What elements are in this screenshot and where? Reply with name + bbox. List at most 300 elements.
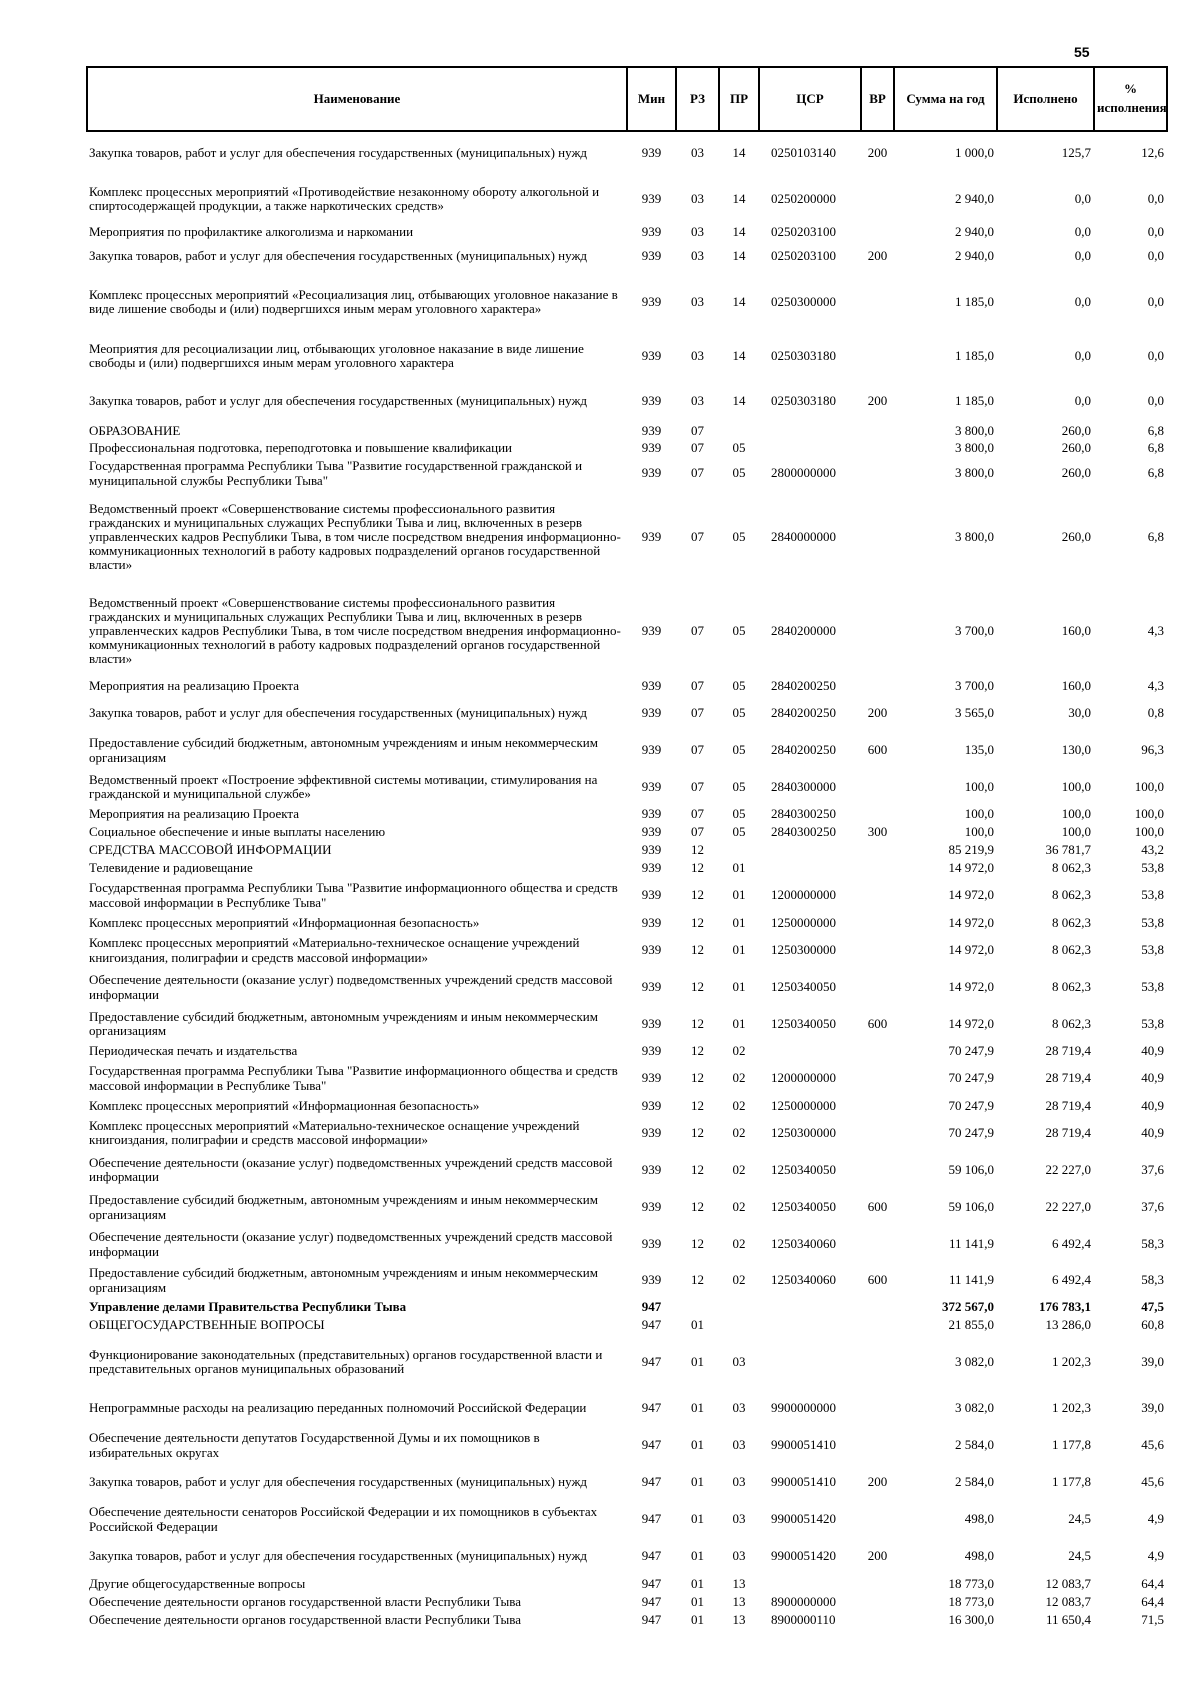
table-row — [87, 241, 1167, 271]
cell-rz: 01 — [691, 1593, 704, 1609]
cell-pct: 58,3 — [1141, 1236, 1164, 1252]
table-row — [87, 1427, 1167, 1464]
table-row — [87, 1263, 1167, 1298]
cell-sum: 14 972,0 — [948, 887, 994, 903]
cell-vr — [861, 223, 894, 241]
cell-done: 24,5 — [1068, 1511, 1091, 1527]
cell-rz: 07 — [691, 805, 704, 821]
cell-sum: 2 584,0 — [955, 1474, 994, 1490]
cell-rz: 12 — [691, 1015, 704, 1031]
cell-pct: 40,9 — [1141, 1042, 1164, 1058]
cell-rz: 12 — [691, 1272, 704, 1288]
table-body — [87, 131, 1167, 1629]
table-row — [87, 1390, 1167, 1427]
cell-vr — [861, 877, 894, 914]
cell-rz: 01 — [691, 1611, 704, 1627]
table-row — [87, 1501, 1167, 1538]
cell-rz: 07 — [691, 705, 704, 721]
cell-csr: 1250000000 — [771, 1097, 836, 1113]
cell-name: Мероприятия на реализацию Проекта — [89, 805, 300, 821]
cell-sum: 2 940,0 — [955, 247, 994, 263]
cell-min: 947 — [641, 1474, 662, 1490]
cell-min: 939 — [641, 859, 662, 875]
cell-csr: 2840200250 — [771, 705, 836, 721]
cell-sum: 100,0 — [964, 778, 994, 794]
cell-pr: 02 — [732, 1124, 746, 1140]
cell-csr: 0250300000 — [771, 293, 836, 309]
cell-min: 947 — [641, 1611, 662, 1627]
cell-rz: 03 — [691, 247, 704, 263]
cell-pct: 37,6 — [1141, 1161, 1164, 1177]
cell-name: Функционирование законодательных (представительных) органов государственной власти и представительных органов муниципальных образований — [89, 1346, 603, 1376]
cell-csr — [759, 423, 861, 440]
cell-min: 939 — [641, 1097, 662, 1113]
cell-done: 1 177,8 — [1052, 1437, 1091, 1453]
cell-sum: 3 700,0 — [955, 622, 994, 638]
cell-pr — [719, 841, 759, 859]
cell-sum: 3 082,0 — [955, 1353, 994, 1369]
page-number: 55 — [1074, 44, 1090, 60]
cell-min: 939 — [641, 1124, 662, 1140]
cell-name: Закупка товаров, работ и услуг для обеспечения государственных (муниципальных) нужд — [89, 247, 588, 263]
cell-done: 160,0 — [1061, 678, 1091, 694]
cell-done: 11 650,4 — [1045, 1611, 1091, 1627]
cell-rz: 12 — [691, 1161, 704, 1177]
cell-name: Обеспечение деятельности (оказание услуг) подведомственных учреждений средств массовой информации — [89, 1154, 613, 1184]
cell-pct: 96,3 — [1141, 742, 1164, 758]
cell-csr: 1250340050 — [771, 979, 836, 995]
cell-name: Ведомственный проект «Совершенствование системы профессионального развития гражданских и муниципальных служащих Республики Тыва и лиц, включенных в резерв управленческих кадров Республики Тыва, в том числе посредством внедрения информационно-коммуникационных технологий в работу кадровых подразделений органов государственной власти» — [89, 500, 621, 573]
cell-rz: 03 — [691, 223, 704, 239]
table-row — [87, 1538, 1167, 1575]
cell-rz: 07 — [691, 465, 704, 481]
table-row — [87, 732, 1167, 769]
cell-vr: 600 — [867, 1015, 888, 1031]
cell-pct: 0,0 — [1147, 347, 1164, 363]
table-row — [87, 490, 1167, 584]
cell-min: 939 — [641, 1015, 662, 1031]
cell-sum: 3 800,0 — [955, 528, 994, 544]
cell-csr: 2800000000 — [771, 465, 836, 481]
cell-vr — [861, 584, 894, 678]
cell-done: 260,0 — [1061, 440, 1091, 456]
cell-vr: 600 — [867, 742, 888, 758]
cell-csr: 1250340060 — [771, 1236, 836, 1252]
table-row — [87, 333, 1167, 379]
cell-name: Обеспечение деятельности органов государственной власти Республики Тыва — [89, 1593, 521, 1609]
cell-min: 939 — [641, 742, 662, 758]
cell-pr — [719, 1298, 759, 1316]
cell-name: Закупка товаров, работ и услуг для обеспечения государственных (муниципальных) нужд — [89, 392, 588, 408]
cell-done: 12 083,7 — [1045, 1575, 1091, 1591]
cell-pct: 4,3 — [1147, 622, 1164, 638]
cell-pr: 02 — [732, 1070, 746, 1086]
cell-csr: 1250340050 — [771, 1015, 836, 1031]
cell-done: 8 062,3 — [1052, 1015, 1091, 1031]
cell-done: 8 062,3 — [1052, 887, 1091, 903]
cell-vr — [861, 678, 894, 695]
cell-name: Комплекс процессных мероприятий «Противодействие незаконному обороту алкогольной и спиртосодержащей продукции, а также наркотических средств» — [89, 183, 600, 213]
cell-name: Ведомственный проект «Совершенствование системы профессионального развития гражданских и муниципальных служащих Республики Тыва и лиц, включенных в резерв управленческих кадров Республики Тыва, в том числе посредством внедрения информационно-коммуникационных технологий в работу кадровых подразделений органов государственной власти» — [89, 594, 621, 667]
cell-done: 260,0 — [1061, 423, 1091, 439]
cell-pr: 05 — [732, 622, 746, 638]
cell-sum: 16 300,0 — [948, 1611, 994, 1627]
cell-rz: 12 — [691, 1199, 704, 1215]
cell-pr: 14 — [732, 347, 746, 363]
cell-pr: 02 — [732, 1236, 746, 1252]
cell-name: Другие общегосударственные вопросы — [89, 1575, 306, 1591]
cell-name: Обеспечение деятельности органов государственной власти Республики Тыва — [89, 1611, 521, 1627]
cell-min: 947 — [641, 1353, 662, 1369]
cell-sum: 100,0 — [964, 823, 994, 839]
cell-done: 1 202,3 — [1052, 1353, 1091, 1369]
cell-min: 939 — [641, 1236, 662, 1252]
cell-pct: 60,8 — [1141, 1316, 1164, 1332]
cell-vr: 200 — [867, 392, 888, 408]
table-row — [87, 457, 1167, 490]
cell-done: 1 202,3 — [1052, 1400, 1091, 1416]
cell-pct: 53,8 — [1141, 887, 1164, 903]
cell-pct: 40,9 — [1141, 1097, 1164, 1113]
cell-name: Комплекс процессных мероприятий «Информационная безопасность» — [89, 914, 480, 930]
cell-sum: 70 247,9 — [948, 1070, 994, 1086]
table-row — [87, 805, 1167, 823]
cell-sum: 14 972,0 — [948, 979, 994, 995]
cell-vr — [861, 271, 894, 333]
cell-rz: 01 — [691, 1511, 704, 1527]
cell-pr: 02 — [732, 1272, 746, 1288]
cell-vr — [861, 1226, 894, 1263]
cell-csr: 2840300000 — [771, 778, 836, 794]
cell-csr: 1250340060 — [771, 1272, 836, 1288]
cell-sum: 1 185,0 — [955, 347, 994, 363]
cell-vr — [861, 1427, 894, 1464]
cell-name: Закупка товаров, работ и услуг для обеспечения государственных (муниципальных) нужд — [89, 1474, 588, 1490]
cell-vr — [861, 1593, 894, 1611]
cell-name: Меоприятия для ресоциализации лиц, отбывающих уголовное наказание в виде лишение свободы и (или) подвергшихся иным мерам уголовного характера — [89, 340, 584, 370]
cell-sum: 3 800,0 — [955, 465, 994, 481]
cell-pr: 14 — [732, 145, 746, 161]
cell-rz: 07 — [691, 678, 704, 694]
cell-name: Непрограммные расходы на реализацию переданных полномочий Российской Федерации — [89, 1400, 587, 1416]
header-done: Исполнено — [997, 67, 1094, 131]
table-row — [87, 1097, 1167, 1115]
cell-name: Периодическая печать и издательства — [89, 1042, 298, 1058]
cell-vr — [861, 969, 894, 1006]
cell-pr: 05 — [732, 742, 746, 758]
cell-vr — [861, 175, 894, 223]
cell-pct: 64,4 — [1141, 1575, 1164, 1591]
cell-csr: 1200000000 — [771, 1070, 836, 1086]
cell-min: 939 — [641, 1070, 662, 1086]
cell-name: Социальное обеспечение и иные выплаты населению — [89, 823, 386, 839]
cell-pr: 13 — [732, 1611, 746, 1627]
cell-pr: 03 — [732, 1511, 746, 1527]
cell-min: 947 — [641, 1593, 662, 1609]
header-csr: ЦСР — [759, 67, 861, 131]
cell-sum: 59 106,0 — [948, 1199, 994, 1215]
cell-pct: 6,8 — [1147, 528, 1164, 544]
table-row — [87, 1151, 1167, 1189]
cell-pr: 03 — [732, 1474, 746, 1490]
table-row — [87, 1316, 1167, 1334]
cell-sum: 21 855,0 — [948, 1316, 994, 1332]
cell-pct: 40,9 — [1141, 1070, 1164, 1086]
cell-vr — [861, 859, 894, 877]
cell-sum: 3 082,0 — [955, 1400, 994, 1416]
table-row — [87, 769, 1167, 805]
cell-rz: 01 — [691, 1474, 704, 1490]
cell-pr: 14 — [732, 392, 746, 408]
cell-sum: 100,0 — [964, 805, 994, 821]
cell-vr — [861, 1575, 894, 1593]
cell-csr — [759, 1316, 861, 1334]
table-row — [87, 1334, 1167, 1390]
cell-vr — [861, 440, 894, 457]
cell-sum: 2 940,0 — [955, 190, 994, 206]
header-vr: ВР — [861, 67, 894, 131]
cell-csr: 8900000110 — [771, 1611, 836, 1627]
cell-name: Телевидение и радиовещание — [89, 859, 253, 875]
cell-vr — [861, 1060, 894, 1097]
cell-vr — [861, 1334, 894, 1390]
cell-rz: 07 — [691, 423, 704, 439]
cell-rz: 07 — [691, 778, 704, 794]
cell-vr: 600 — [867, 1199, 888, 1215]
cell-min: 939 — [641, 440, 662, 456]
table-row — [87, 678, 1167, 695]
cell-rz: 03 — [691, 293, 704, 309]
cell-min: 939 — [641, 678, 662, 694]
cell-sum: 14 972,0 — [948, 942, 994, 958]
cell-pr — [719, 1316, 759, 1334]
cell-pct: 53,8 — [1141, 942, 1164, 958]
cell-name: Государственная программа Республики Тыва "Развитие информационного общества и средств массовой информации в Республике Тыва" — [89, 1063, 618, 1093]
cell-csr: 1250000000 — [771, 914, 836, 930]
cell-rz: 01 — [691, 1400, 704, 1416]
cell-pr: 13 — [732, 1575, 746, 1591]
cell-min: 939 — [641, 465, 662, 481]
cell-sum: 70 247,9 — [948, 1042, 994, 1058]
table-row — [87, 1226, 1167, 1263]
cell-csr: 0250303180 — [771, 347, 836, 363]
cell-sum: 14 972,0 — [948, 914, 994, 930]
cell-name: ОБЩЕГОСУДАРСТВЕННЫЕ ВОПРОСЫ — [89, 1316, 325, 1332]
cell-pr: 03 — [732, 1353, 746, 1369]
cell-pr: 05 — [732, 705, 746, 721]
table-row — [87, 131, 1167, 175]
cell-rz: 03 — [691, 392, 704, 408]
cell-pct: 39,0 — [1141, 1353, 1164, 1369]
cell-pct: 0,0 — [1147, 293, 1164, 309]
cell-done: 0,0 — [1074, 190, 1091, 206]
cell-done: 0,0 — [1074, 347, 1091, 363]
cell-pr: 02 — [732, 1161, 746, 1177]
cell-csr: 9900051410 — [771, 1474, 836, 1490]
cell-rz: 12 — [691, 1042, 704, 1058]
cell-pr: 02 — [732, 1097, 746, 1113]
cell-pr: 05 — [732, 465, 746, 481]
cell-rz: 03 — [691, 190, 704, 206]
cell-rz: 07 — [691, 440, 704, 456]
cell-vr — [861, 805, 894, 823]
cell-csr: 0250303180 — [771, 392, 836, 408]
cell-min: 939 — [641, 914, 662, 930]
cell-pr: 01 — [732, 859, 746, 875]
table-row — [87, 175, 1167, 223]
cell-pct: 6,8 — [1147, 440, 1164, 456]
cell-done: 8 062,3 — [1052, 914, 1091, 930]
cell-pct: 71,5 — [1141, 1611, 1164, 1627]
cell-vr — [861, 841, 894, 859]
table-row — [87, 695, 1167, 732]
cell-vr — [861, 423, 894, 440]
cell-pct: 4,9 — [1147, 1511, 1164, 1527]
cell-name: Обеспечение деятельности (оказание услуг) подведомственных учреждений средств массовой информации — [89, 972, 613, 1002]
cell-rz: 07 — [691, 528, 704, 544]
cell-csr: 9900051410 — [771, 1437, 836, 1453]
cell-done: 100,0 — [1061, 823, 1091, 839]
cell-sum: 2 584,0 — [955, 1437, 994, 1453]
cell-rz: 07 — [691, 622, 704, 638]
table-row — [87, 223, 1167, 241]
table-row — [87, 823, 1167, 841]
cell-min: 939 — [641, 293, 662, 309]
cell-sum: 85 219,9 — [948, 841, 994, 857]
table-row — [87, 584, 1167, 678]
cell-name: Государственная программа Республики Тыва "Развитие государственной гражданской и муниципальной службы Республики Тыва" — [89, 458, 583, 488]
cell-csr: 9900051420 — [771, 1511, 836, 1527]
cell-min: 939 — [641, 622, 662, 638]
cell-pct: 39,0 — [1141, 1400, 1164, 1416]
header-sum-year: Сумма на год — [894, 67, 997, 131]
cell-pr: 03 — [732, 1548, 746, 1564]
cell-done: 160,0 — [1061, 622, 1091, 638]
cell-pr: 02 — [732, 1199, 746, 1215]
cell-pct: 43,2 — [1141, 841, 1164, 857]
cell-sum: 3 700,0 — [955, 678, 994, 694]
cell-min: 939 — [641, 528, 662, 544]
cell-name: ОБРАЗОВАНИЕ — [89, 423, 181, 439]
table-row — [87, 1006, 1167, 1042]
cell-sum: 1 000,0 — [955, 145, 994, 161]
cell-pct: 4,3 — [1147, 678, 1164, 694]
cell-done: 13 286,0 — [1045, 1316, 1091, 1332]
cell-sum: 498,0 — [964, 1548, 994, 1564]
table-row — [87, 1298, 1167, 1316]
cell-done: 12 083,7 — [1045, 1593, 1091, 1609]
cell-min: 939 — [641, 347, 662, 363]
cell-pr: 05 — [732, 805, 746, 821]
table-row — [87, 1611, 1167, 1629]
cell-done: 8 062,3 — [1052, 859, 1091, 875]
cell-pr: 01 — [732, 979, 746, 995]
cell-done: 8 062,3 — [1052, 942, 1091, 958]
cell-csr: 0250200000 — [771, 190, 836, 206]
budget-table — [86, 66, 1168, 1629]
cell-rz: 03 — [691, 347, 704, 363]
cell-rz: 01 — [691, 1353, 704, 1369]
cell-pct: 64,4 — [1141, 1593, 1164, 1609]
table-row — [87, 1115, 1167, 1151]
cell-vr: 200 — [867, 145, 888, 161]
cell-pct: 100,0 — [1134, 805, 1164, 821]
cell-pr: 05 — [732, 823, 746, 839]
cell-csr: 1250340050 — [771, 1161, 836, 1177]
cell-min: 947 — [641, 1437, 662, 1453]
cell-sum: 18 773,0 — [948, 1575, 994, 1591]
cell-csr: 2840300250 — [771, 805, 836, 821]
table-row — [87, 440, 1167, 457]
cell-pct: 0,0 — [1147, 392, 1164, 408]
cell-done: 30,0 — [1068, 705, 1091, 721]
cell-done: 24,5 — [1068, 1548, 1091, 1564]
cell-done: 28 719,4 — [1045, 1097, 1091, 1113]
cell-csr: 2840200250 — [771, 742, 836, 758]
cell-pct: 45,6 — [1141, 1474, 1164, 1490]
cell-pr: 02 — [732, 1042, 746, 1058]
cell-pct: 4,9 — [1147, 1548, 1164, 1564]
table-row — [87, 877, 1167, 914]
cell-pr: 14 — [732, 247, 746, 263]
cell-done: 1 177,8 — [1052, 1474, 1091, 1490]
cell-pr: 01 — [732, 1015, 746, 1031]
cell-name: Предоставление субсидий бюджетным, автономным учреждениям и иным некоммерческим организациям — [89, 1265, 598, 1295]
cell-sum: 70 247,9 — [948, 1124, 994, 1140]
cell-csr: 1250300000 — [771, 942, 836, 958]
cell-vr — [861, 1151, 894, 1189]
cell-csr: 1200000000 — [771, 887, 836, 903]
cell-rz: 01 — [691, 1437, 704, 1453]
cell-vr: 600 — [867, 1272, 888, 1288]
cell-done: 36 781,7 — [1045, 841, 1091, 857]
cell-sum: 70 247,9 — [948, 1097, 994, 1113]
cell-vr — [861, 1390, 894, 1427]
cell-min: 939 — [641, 805, 662, 821]
header-min: Мин — [627, 67, 676, 131]
cell-done: 22 227,0 — [1045, 1199, 1091, 1215]
cell-csr: 0250103140 — [771, 145, 836, 161]
cell-name: Мероприятия по профилактике алкоголизма и наркомании — [89, 223, 414, 239]
cell-sum: 11 141,9 — [948, 1236, 994, 1252]
cell-min: 939 — [641, 1272, 662, 1288]
cell-pr: 05 — [732, 678, 746, 694]
cell-min: 939 — [641, 1199, 662, 1215]
cell-name: Обеспечение деятельности сенаторов Российской Федерации и их помощников в субъектах Российской Федерации — [89, 1504, 598, 1534]
cell-pr: 14 — [732, 190, 746, 206]
cell-name: Комплекс процессных мероприятий «Материально-техническое оснащение учреждений книгоиздания, полиграфии и средств массовой информации» — [89, 935, 580, 965]
cell-pr: 01 — [732, 887, 746, 903]
cell-pct: 53,8 — [1141, 979, 1164, 995]
cell-csr — [759, 1298, 861, 1316]
cell-min: 947 — [641, 1548, 662, 1564]
cell-pct: 0,0 — [1147, 190, 1164, 206]
cell-done: 260,0 — [1061, 465, 1091, 481]
cell-pct: 100,0 — [1134, 823, 1164, 839]
cell-min: 939 — [641, 145, 662, 161]
header-name: Наименование — [87, 67, 627, 131]
cell-sum: 2 940,0 — [955, 223, 994, 239]
cell-name: Предоставление субсидий бюджетным, автономным учреждениям и иным некоммерческим организациям — [89, 735, 598, 765]
cell-name: Закупка товаров, работ и услуг для обеспечения государственных (муниципальных) нужд — [89, 1548, 588, 1564]
cell-min: 947 — [641, 1316, 662, 1332]
cell-rz: 12 — [691, 979, 704, 995]
cell-vr — [861, 333, 894, 379]
cell-min: 939 — [641, 392, 662, 408]
cell-vr — [861, 1115, 894, 1151]
cell-done: 100,0 — [1061, 805, 1091, 821]
cell-csr: 9900000000 — [771, 1400, 836, 1416]
